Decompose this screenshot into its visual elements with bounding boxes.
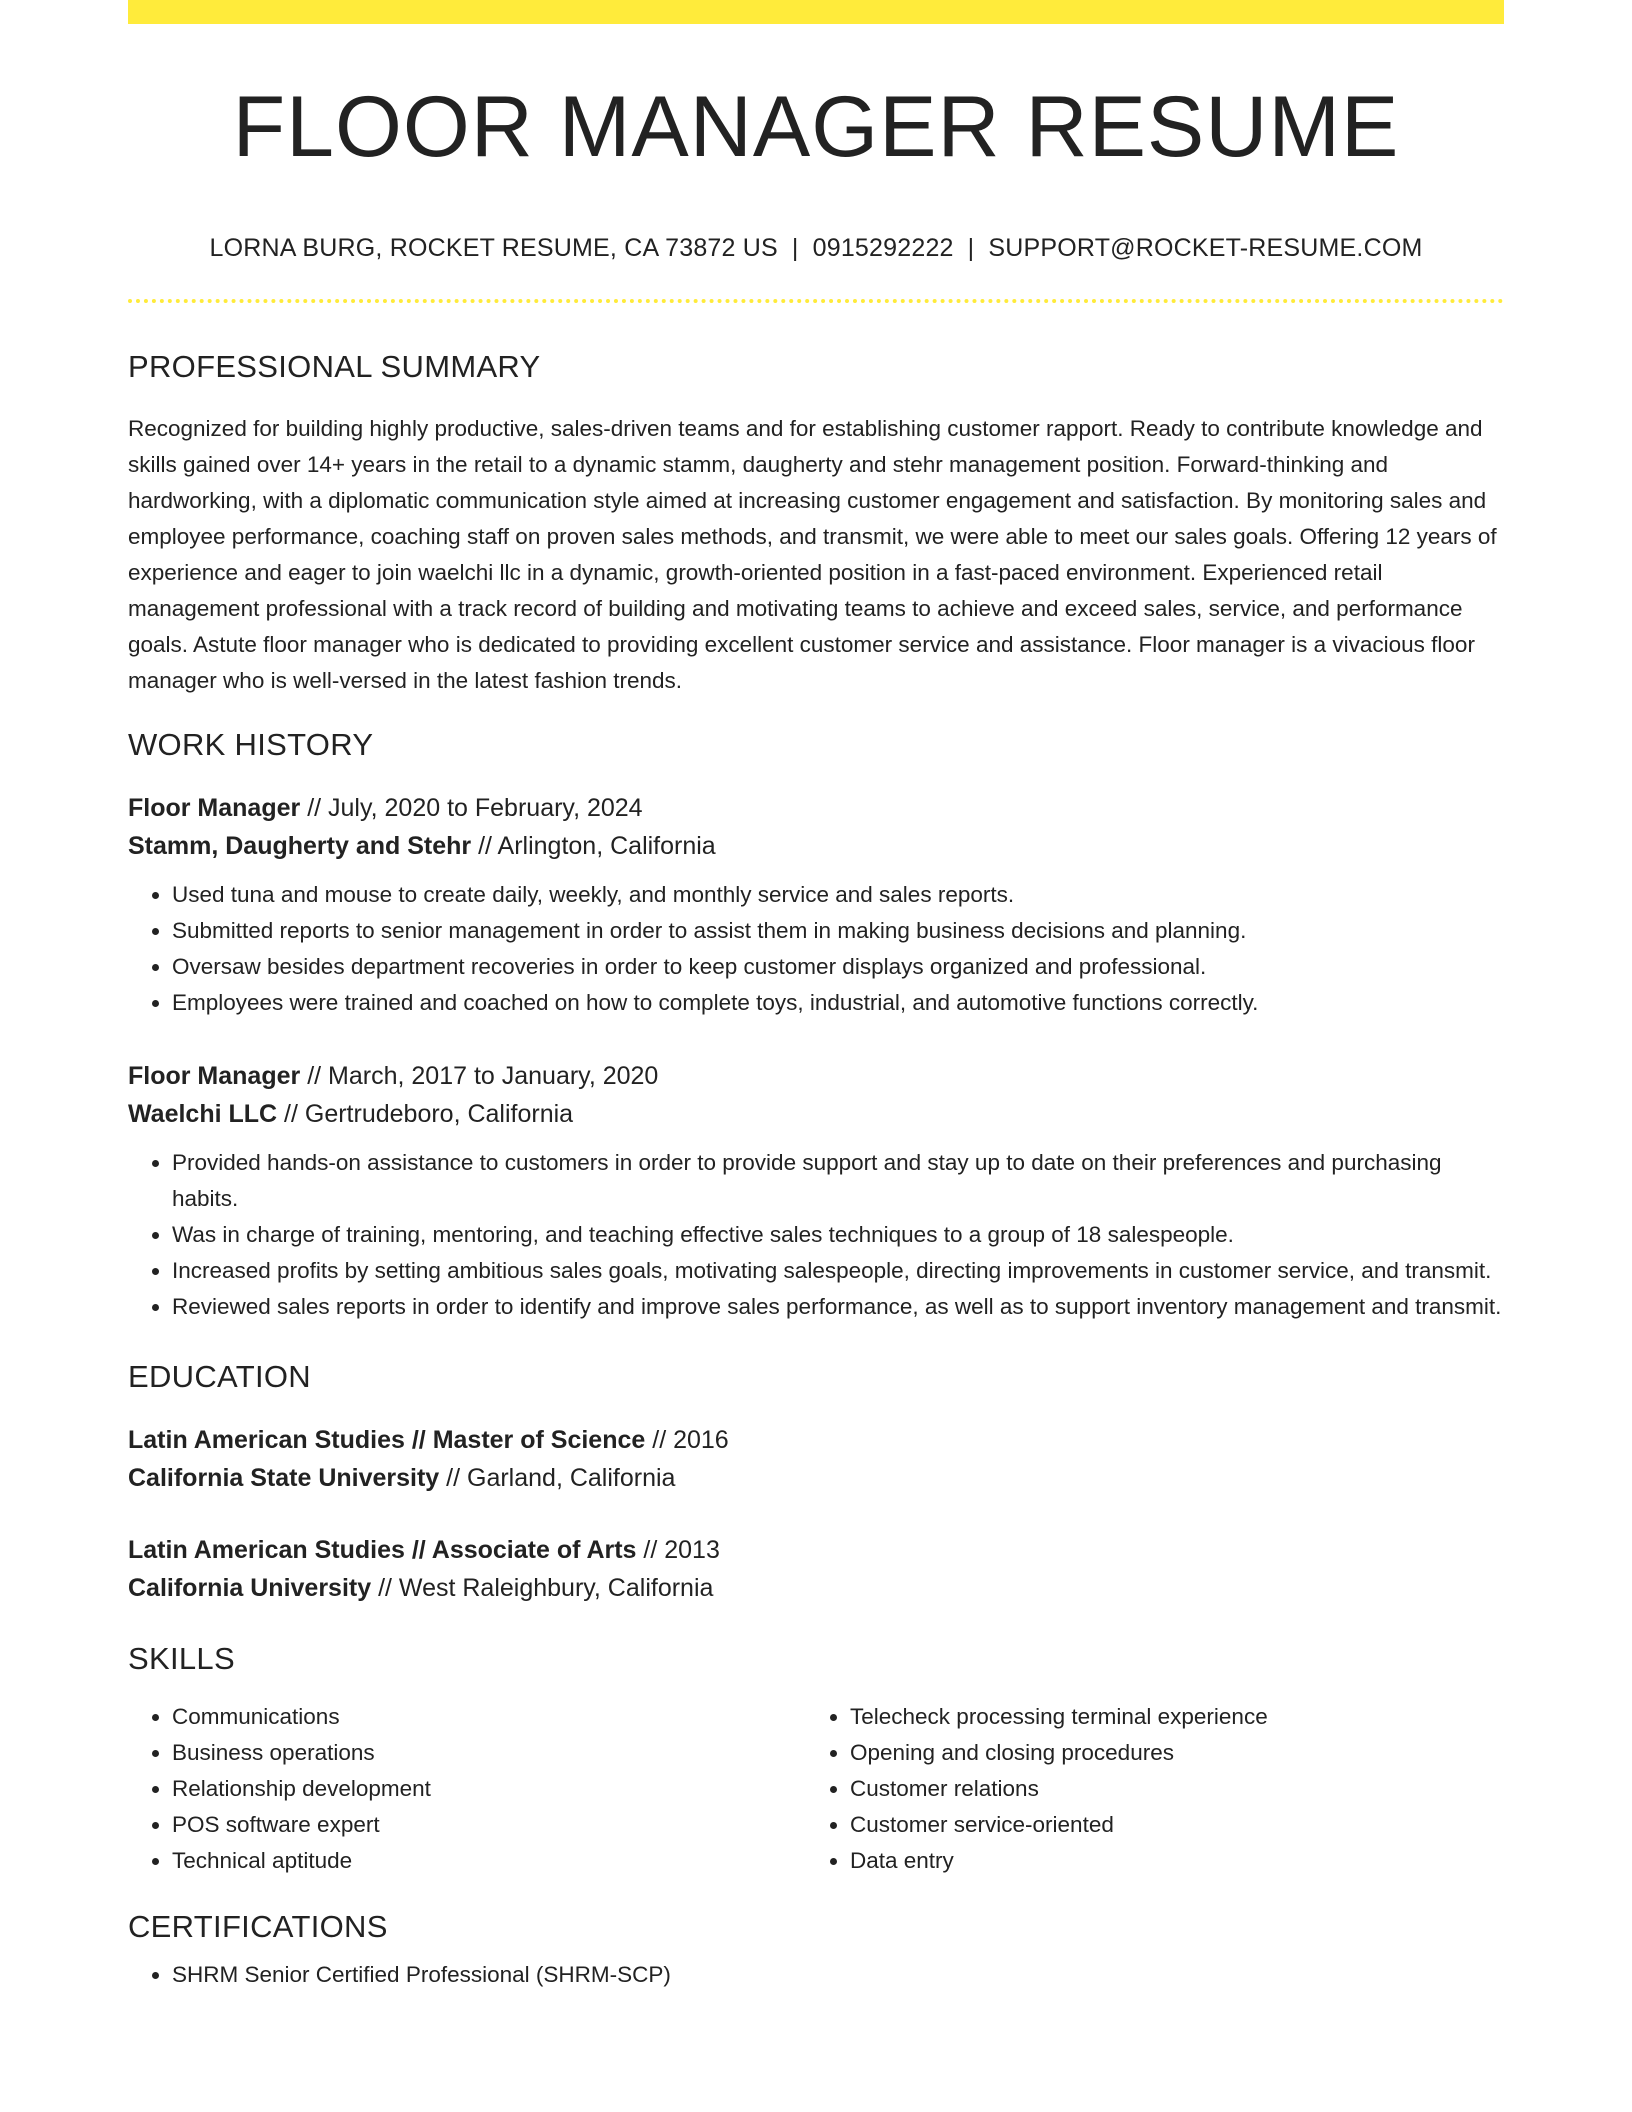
skills-list-left: [128, 1699, 806, 1879]
job-title-line: [128, 1057, 1504, 1095]
list-item: • Submitted reports to senior management in order to assist them in making business decisions and planning.: [172, 913, 1504, 949]
summary-text: Recognized for building highly productive, sales-driven teams and for establishing customer rapport. Ready to contribute knowledge and skills gained over 14+ years in the retail to a dynamic stamm, daugherty and stehr management position. Forward-thinking and hardworking, with a diplomatic communication style aimed at increasing customer engagement and satisfaction. By monitoring sales and employee performance, coaching staff on proven sales methods, and transmit, we were able to meet our sales goals. Offering 12 years of experience and eager to join waelchi llc in a dynamic, growth-oriented position in a fast-paced environment. Experienced retail management professional with a track record of building and motivating teams to achieve and exceed sales, service, and performance goals. Astute floor manager who is dedicated to providing excellent customer service and assistance. Floor manager is a vivacious floor manager who is well-versed in the latest fashion trends.: [128, 416, 1497, 693]
contact-separator: |: [967, 234, 975, 262]
education-school: California University: [128, 1574, 372, 1602]
job-title: Floor Manager: [128, 1062, 301, 1090]
list-item: • Data entry: [850, 1843, 1484, 1879]
education-year: // 2016: [645, 1426, 729, 1454]
job-company-line: [128, 827, 1504, 865]
contact-phone: 0915292222: [812, 234, 954, 262]
job-dates: // July, 2020 to February, 2024: [300, 794, 643, 822]
list-item: • POS software expert: [172, 1807, 806, 1843]
job-company: Stamm, Daugherty and Stehr: [128, 832, 472, 860]
education-location: // West Raleighbury, California: [371, 1574, 714, 1602]
list-item: • Business operations: [172, 1735, 806, 1771]
list-item: • SHRM Senior Certified Professional (SHRM-SCP): [172, 1957, 1504, 1993]
job-title-line: [128, 789, 1504, 827]
job-location: // Gertrudeboro, California: [277, 1100, 574, 1128]
list-item: • Employees were trained and coached on how to complete toys, industrial, and automotive functions correctly.: [172, 985, 1504, 1021]
contact-separator: |: [791, 234, 799, 262]
education-degree-line: [128, 1531, 1504, 1569]
list-item: • Telecheck processing terminal experience: [850, 1699, 1484, 1735]
page-title: FLOOR MANAGER RESUME: [232, 79, 1400, 175]
education-entry: [128, 1421, 1504, 1497]
section-heading-education: EDUCATION: [128, 1359, 311, 1394]
skills-list-right: [806, 1699, 1484, 1879]
education-degree: Latin American Studies // Associate of Arts: [128, 1536, 637, 1564]
contact-email: SUPPORT@ROCKET-RESUME.COM: [988, 234, 1423, 262]
list-item: • Opening and closing procedures: [850, 1735, 1484, 1771]
list-item: • Customer relations: [850, 1771, 1484, 1807]
education-degree-line: [128, 1421, 1504, 1459]
section-heading-work-history: WORK HISTORY: [128, 727, 374, 762]
job-bullets: [128, 877, 1504, 1021]
skills-columns: [128, 1699, 1504, 1879]
job-entry: [128, 1057, 1504, 1325]
education-school-line: [128, 1569, 1504, 1607]
list-item: • Was in charge of training, mentoring, and teaching effective sales techniques to a group of 18 salespeople.: [172, 1217, 1504, 1253]
dotted-divider: [128, 299, 1504, 303]
education-degree: Latin American Studies // Master of Science: [128, 1426, 646, 1454]
accent-bar: [128, 0, 1504, 24]
section-heading-skills: SKILLS: [128, 1641, 235, 1676]
job-location: // Arlington, California: [471, 832, 716, 860]
job-entry: [128, 789, 1504, 1021]
job-company-line: [128, 1095, 1504, 1133]
list-item: • Relationship development: [172, 1771, 806, 1807]
education-school: California State University: [128, 1464, 440, 1492]
list-item: • Used tuna and mouse to create daily, weekly, and monthly service and sales reports.: [172, 877, 1504, 913]
list-item: • Technical aptitude: [172, 1843, 806, 1879]
list-item: • Communications: [172, 1699, 806, 1735]
list-item: • Reviewed sales reports in order to identify and improve sales performance, as well as to support inventory management and transmit.: [172, 1289, 1504, 1325]
section-heading-certifications: CERTIFICATIONS: [128, 1909, 388, 1944]
job-title: Floor Manager: [128, 794, 301, 822]
list-item: • Increased profits by setting ambitious sales goals, motivating salespeople, directing improvements in customer service, and transmit.: [172, 1253, 1504, 1289]
certifications-list: [128, 1957, 1504, 1993]
section-heading-summary: PROFESSIONAL SUMMARY: [128, 349, 541, 384]
contact-line: [128, 234, 1504, 263]
education-entry: [128, 1531, 1504, 1607]
job-company: Waelchi LLC: [128, 1100, 278, 1128]
list-item: • Oversaw besides department recoveries in order to keep customer displays organized and professional.: [172, 949, 1504, 985]
education-school-line: [128, 1459, 1504, 1497]
education-year: // 2013: [636, 1536, 720, 1564]
job-bullets: [128, 1145, 1504, 1325]
list-item: • Provided hands-on assistance to customers in order to provide support and stay up to date on their preferences and purchasing habits.: [172, 1145, 1504, 1217]
job-dates: // March, 2017 to January, 2020: [300, 1062, 659, 1090]
contact-address: LORNA BURG, ROCKET RESUME, CA 73872 US: [209, 234, 778, 262]
resume-page: [128, 0, 1504, 1993]
list-item: • Customer service-oriented: [850, 1807, 1484, 1843]
education-location: // Garland, California: [439, 1464, 676, 1492]
